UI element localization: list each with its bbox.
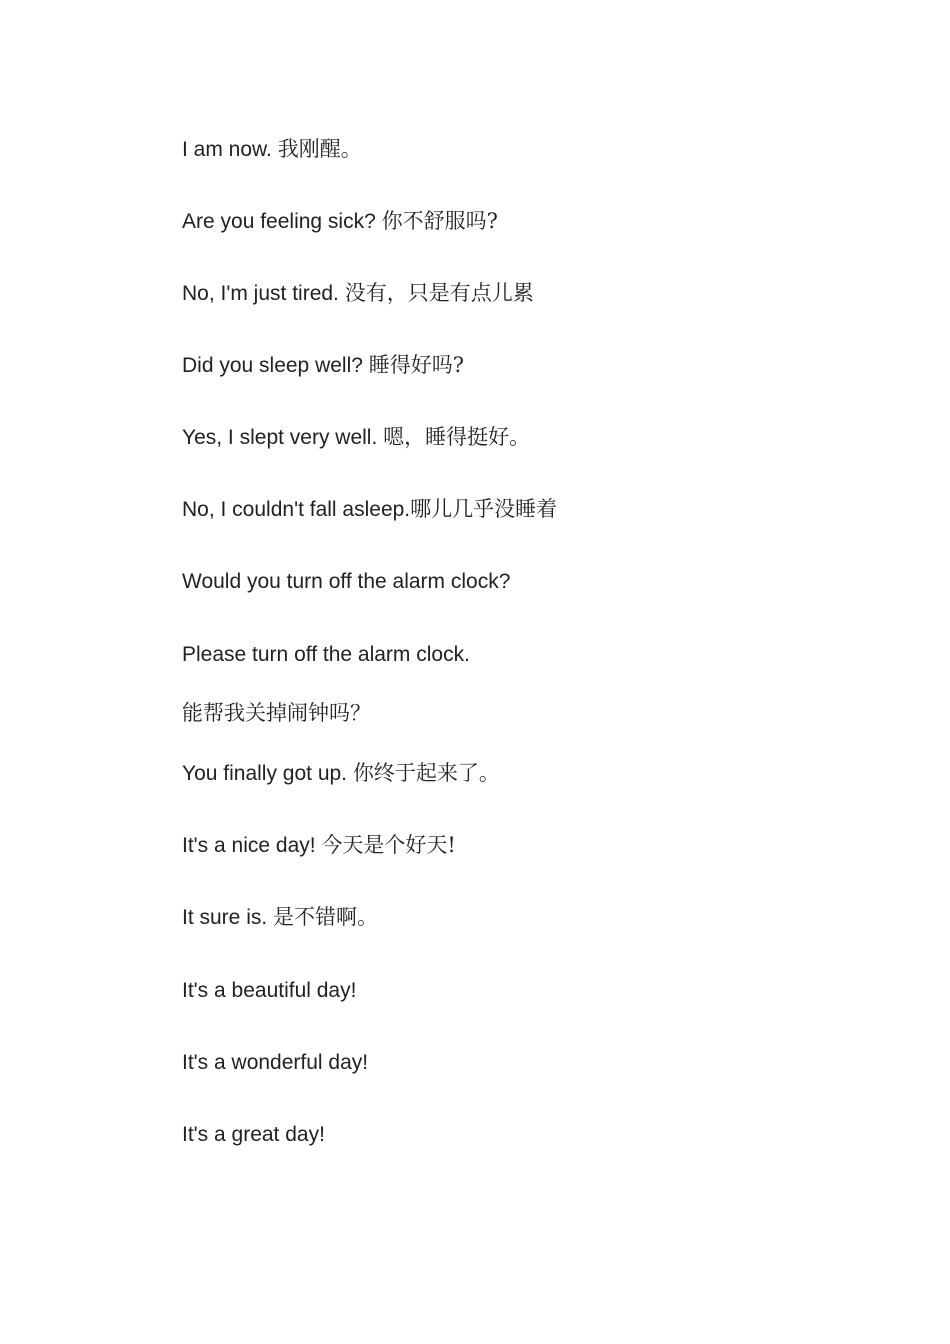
chinese-text: 你不舒服吗? [381,209,498,233]
english-text: It's a nice day! [182,834,322,857]
english-text: Are you feeling sick? [182,210,382,233]
chinese-text: 嗯，睡得挺好。 [383,425,531,449]
english-text: It's a great day! [182,1123,325,1146]
chinese-text: 我刚醒。 [277,137,362,161]
phrase-line-13 [182,976,356,1005]
phrase-line-2 [182,207,498,236]
phrase-line-5 [182,423,530,452]
chinese-text: 能帮我关掉闹钟吗？ [182,701,371,725]
english-text: It's a beautiful day! [182,979,357,1002]
phrase-line-14 [182,1048,368,1077]
chinese-text: 哪儿几乎没睡着 [410,497,558,521]
phrase-line-9 [182,699,371,728]
english-text: No, I'm just tired. [182,282,345,305]
english-text: It's a wonderful day! [182,1051,369,1074]
english-text: It sure is. [182,906,274,929]
english-text: Did you sleep well? [182,354,369,377]
phrase-line-1 [182,135,362,164]
chinese-text: 睡得好吗? [368,353,465,377]
english-text: Yes, I slept very well. [182,426,384,449]
phrase-line-11 [182,831,456,860]
phrase-line-6 [182,495,557,524]
chinese-text: 今天是个好天! [321,833,456,857]
phrase-line-15 [182,1120,325,1149]
phrase-line-10 [182,759,500,788]
english-text: Please turn off the alarm clock. [182,643,470,666]
english-text: I am now. [182,138,278,161]
phrase-line-4 [182,351,464,380]
english-text: No, I couldn't fall asleep. [182,498,411,521]
phrase-line-12 [182,903,378,932]
phrase-line-3 [182,279,534,308]
chinese-text: 你终于起来了。 [352,761,500,785]
english-text: You finally got up. [182,762,353,785]
english-text: Would you turn off the alarm clock? [182,570,511,593]
chinese-text: 没有，只是有点儿累 [344,281,534,305]
chinese-text: 是不错啊。 [273,905,379,929]
phrase-line-8 [182,640,470,669]
phrase-line-7 [182,567,510,596]
